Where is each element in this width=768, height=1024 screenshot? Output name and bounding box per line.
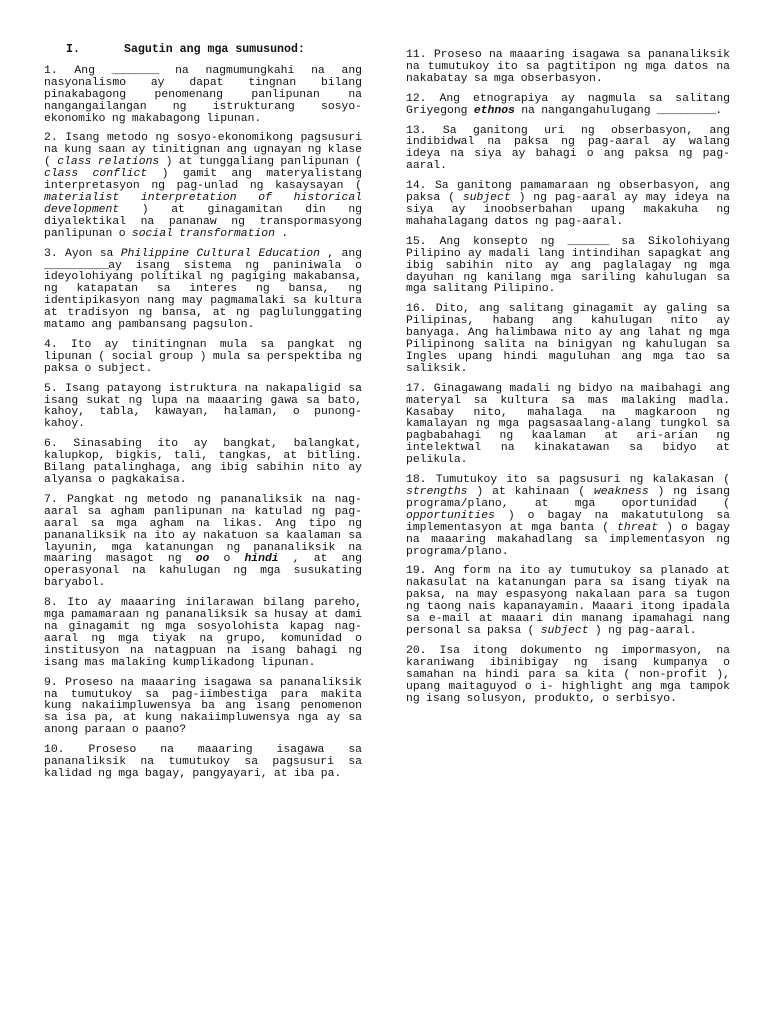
question-number: 6. (44, 438, 58, 451)
question-text: __________ (656, 104, 716, 117)
question-item (406, 181, 730, 229)
question-text: Pangkat ng metodo ng pananaliksik na nag-aaral sa agham panlipunan na katulad ng pag-aaral sa mga agham na likas. Ang tipo ng pananaliksik na ito ay nakatuon sa kaalaman sa layunin, mga katanungan ng pananaliksik na maaring masagot ng (44, 493, 362, 566)
question-item (44, 495, 362, 590)
question-text: ) at tunggaliang panlipunan ( (159, 156, 362, 169)
question-text: Sinasabing ito ay bangkat, balangkat, kalupkop, bigkis, tali, tangkas, at bitling. Bilang patalinghaga, ang ibig sabihin nito ay alyansa o pagkakaisa. (44, 438, 362, 486)
question-item (406, 50, 730, 86)
question-text: ay isang sistema ng paniniwala o ideyolohiyang politikal ng pagiging makabansa, ng katapatan sa interes ng bansa, ng identipikasyon nang may pagmamalaki sa kultura at tradisyon ng bansa, at ng paglulunggating matamo ang pambansang pagsulon. (44, 259, 362, 332)
question-number: 5. (44, 382, 58, 395)
question-text: Sa ganitong uri ng obserbasyon, ang indibidwal na paksa ng pag-aaral ay walang ideya na siya ay bahagi o ang paksa ng pag-aaral. (406, 124, 730, 173)
question-text: Ito ay tinitingnan mula sa pangkat ng lipunan ( social group ) mula sa perspektiba ng paksa o subject. (44, 338, 362, 375)
question-item (406, 384, 730, 467)
question-number: 7. (44, 493, 58, 506)
question-list-right (406, 50, 730, 705)
question-text: Ang konsepto ng (439, 235, 568, 248)
question-text: o (209, 553, 245, 566)
section-title: Sagutin ang mga sumusunod: (124, 43, 305, 56)
question-text: Isang metodo ng sosyo-ekonomikong pagsusuri na kung saan ay tinitignan ang ugnayan ng klase ( (44, 132, 362, 169)
question-text: ) at kahinaan ( (467, 486, 594, 498)
question-text: class conflict (44, 168, 148, 181)
question-text: ________ (111, 64, 159, 77)
question-text: weakness (593, 486, 649, 498)
question-text: na nagmumungkahi na ang nasyonalismo ay dapat tingnan bilang pinakabagong penomenang panlipunan na nangangailangan ng istrukturang sosyo-ekonomiko ng makabagong lipunan. (44, 64, 362, 125)
question-text: Proseso na maaaring isagawa sa pananaliksik na tumutukoy sa pag-iimbestiga para makita kung nakaiimpluwensya ba ang isang penomenon sa isa pa, at kung nakaiimpluwensya nga ay sa anong paraan o paano? (44, 676, 362, 737)
question-item (406, 646, 730, 706)
question-text: Proseso na maaaring isagawa sa pananaliksik na tumutukoy ito sa pagtitipon ng mga datos na nakabatay sa mga obserbasyon. (406, 49, 730, 85)
question-number: 19. (406, 565, 427, 578)
question-text: , at ang operasyonal na kahulugan ng mga susukating baryabol. (44, 553, 362, 590)
question-item (44, 133, 362, 240)
question-number: 15. (406, 235, 427, 248)
question-text: Ginagawang madali ng bidyo na maibahagi ang materyal sa kultura sa mas malaking madla. Kasabay nito, mahalaga na magkaroon ng kamalayan ng mga pagsasaalang-alang tungkol sa pagbabahagi ng kaalaman at ari-arian ng intelektwal na kinakatawan sa bidyo at pelikula. (406, 382, 730, 467)
question-text: Dito, ang salitang ginagamit ay galing sa Pilipinas, habang ang kahulugan nito ay banyaga. Ang halimbawa nito ay ang lahat ng mga Pilipinong salita na binigyan ng kahulugan sa Ingles upang hindi maguluhan ang mga tao sa saliksik. (406, 303, 730, 375)
question-text: ) o bagay na maaaring makahadlang sa implementasyon ng programa/plano. (406, 521, 730, 558)
question-text: opportunities (406, 509, 495, 522)
question-item (406, 304, 730, 375)
question-number: 4. (44, 338, 58, 351)
question-number: 8. (44, 597, 58, 610)
question-text: ) gamit ang materyalistang interpretasyon ng pag-unlad ng kasaysayan ( (44, 168, 362, 193)
question-number: 1. (44, 64, 58, 77)
question-number: 17. (406, 382, 427, 395)
question-text: hindi (244, 553, 279, 566)
question-text: _______ (567, 235, 609, 248)
question-text: subject (462, 192, 511, 205)
question-number: 14. (406, 180, 427, 193)
question-text: , ang (319, 247, 362, 260)
question-text: strengths (406, 486, 468, 498)
question-text: Ito ay maaaring inilarawan bilang pareho, mga pamamaraan ng pananaliksik sa husay at dami na ginagamit ng mga sosyolohista kapag nag-aaral ng mga tiyak na grupo, komunidad o institusyon na natagpuan na isang bahagi ng isang mas malaking kumplikadong lipunan. (44, 597, 362, 669)
question-text: . (715, 104, 723, 117)
question-item (406, 566, 730, 637)
section-heading (66, 44, 362, 56)
right-column (406, 50, 730, 713)
question-text: oo (195, 553, 210, 566)
question-number: 12. (406, 92, 427, 105)
question-item (406, 237, 730, 297)
question-item (406, 126, 730, 174)
question-text: ) at ginagamitan din ng diyalektikal na pananaw ng transpormasyong panlipunan o (44, 203, 362, 240)
question-text: Isang patayong istruktura na nakapaligid sa isang sukat ng lupa na maaaring gawa sa bato, kahoy, tabla, kawayan, halaman, o punong-kahoy. (44, 382, 362, 431)
section-numeral: I. (66, 43, 80, 56)
question-item (44, 66, 362, 126)
question-text: Isa itong dokumento ng impormasyon, na karaniwang ibinibigay ng isang kumpanya o samahan na hindi para sa kita ( non-profit ), upang maitaguyod o i- highlight ang mga tampok ng isang solusyon, produkto, o serbisyo. (406, 644, 730, 705)
question-text: Proseso na maaaring isagawa sa pananaliksik na tumutukoy sa pagsusuri sa kalidad ng mga bagay, pangyayari, at iba pa. (44, 744, 362, 780)
question-text: ) ng pag-aaral. (588, 624, 697, 637)
question-text: ) ng pag-aaral ay may ideya na siya ay inoobserbahan upang makakuha ng mahahalagang datos ng pag-aaral. (406, 192, 730, 228)
question-number: 20. (406, 644, 427, 657)
question-text: na nangangahulugang (514, 104, 657, 117)
question-number: 10. (44, 744, 65, 757)
question-text: ___________ (44, 259, 109, 272)
question-text: Philippine Cultural Education (120, 247, 320, 260)
question-item (44, 439, 362, 487)
question-item (406, 475, 730, 558)
question-item (44, 678, 362, 738)
question-item (44, 384, 362, 432)
question-text: Sa ganitong pamamaraan ng obserbasyon, ang paksa ( (406, 180, 730, 205)
question-number: 16. (406, 303, 427, 316)
question-text: Ang (74, 64, 112, 77)
question-text: ethnos (473, 104, 515, 117)
question-item (406, 94, 730, 118)
question-item (44, 745, 362, 781)
question-text: threat (617, 521, 659, 534)
question-text: social transformation (131, 227, 275, 240)
question-item (44, 249, 362, 332)
question-text: materialist interpretation of historical development (44, 191, 362, 216)
question-text: . (274, 227, 289, 240)
question-text: ) o bagay na makatutulong sa implementasyon at mga banta ( (406, 509, 730, 534)
question-text: Ayon sa (65, 247, 121, 260)
left-column (44, 44, 362, 789)
question-text: ) ng isang programa/plano, at mga oportunidad ( (406, 486, 730, 510)
question-number: 11. (406, 49, 427, 61)
question-text: Ang etnograpiya ay nagmula sa salitang Griyegong (406, 92, 730, 117)
question-text: Ang form na ito ay tumutukoy sa planado at nakasulat na katanungan para sa isang tiyak na paksa, na may espasyong nakalaan para sa tugon ng taong nais kapanayamin. Maaari itong ipadala sa e-mail at maaari din manang ipamahagi nang personal sa paksa ( (406, 565, 730, 637)
question-number: 3. (44, 247, 58, 260)
question-number: 2. (44, 132, 58, 145)
question-item (44, 598, 362, 669)
question-text: subject (540, 624, 589, 637)
question-number: 9. (44, 676, 58, 689)
question-number: 18. (406, 474, 427, 487)
question-text: sa Sikolohiyang Pilipino ay madali lang intindihan sapagkat ang ibig sabihin nito ay ang paglalagay ng mga dayuhan ng kanilang mga sariling kahulugan sa mga salitang Pilipino. (406, 235, 730, 296)
question-list-left (44, 66, 362, 781)
question-text: Tumutukoy ito sa pagsusuri ng kalakasan ( (435, 474, 730, 487)
question-number: 13. (406, 124, 427, 137)
question-item (44, 340, 362, 376)
question-text: class relations (57, 156, 160, 169)
